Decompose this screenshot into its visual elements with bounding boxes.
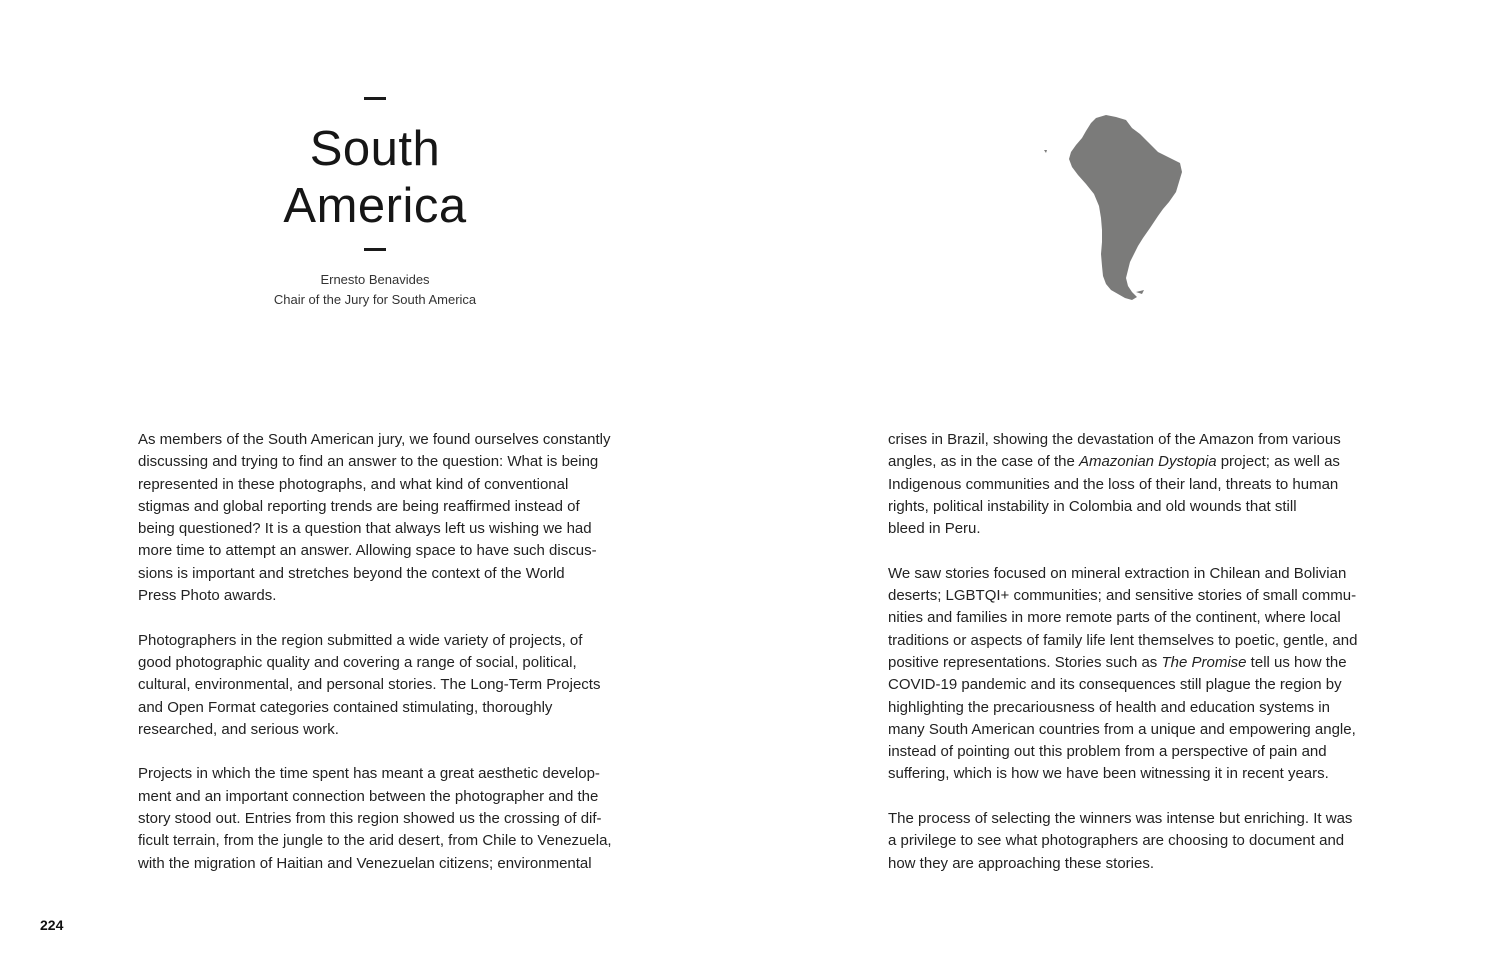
text-line — [888, 451, 1378, 473]
text-line: Projects in which the time spent has meant a great aesthetic develop- — [138, 765, 600, 783]
text-line: Photographers in the region submitted a wide variety of projects, of — [138, 631, 583, 649]
paragraph-6 — [888, 808, 1378, 875]
text-line: story stood out. Entries from this region showed us the crossing of dif- — [138, 810, 602, 828]
body-column-left — [138, 429, 628, 875]
project-title-amazonian-dystopia: Amazonian Dystopia — [1078, 453, 1217, 471]
text-line: discussing and trying to find an answer to the question: What is being — [138, 453, 599, 471]
text-run: project; as well as — [1216, 453, 1340, 471]
page-title — [230, 121, 520, 235]
body-column-right — [888, 429, 1378, 875]
text-line: deserts; LGBTQI+ communities; and sensitive stories of small commu- — [888, 587, 1357, 605]
text-line: a privilege to see what photographers are choosing to document and — [888, 832, 1345, 850]
author-name: Ernesto Benavides — [320, 272, 430, 287]
text-line: nities and families in more remote parts of the continent, where local — [888, 609, 1341, 627]
byline — [230, 270, 520, 309]
text-line: traditions or aspects of family life lent themselves to poetic, gentle, and — [888, 631, 1358, 649]
paragraph-1 — [138, 429, 628, 607]
title-line-2: America — [283, 179, 467, 233]
page-number: 224 — [40, 917, 64, 933]
paragraph-2 — [138, 630, 628, 741]
text-line: ficult terrain, from the jungle to the arid desert, from Chile to Venezuela, — [138, 832, 612, 850]
text-line: more time to attempt an answer. Allowing space to have such discus- — [138, 542, 597, 560]
text-line: represented in these photographs, and what kind of conventional — [138, 475, 569, 493]
text-line: rights, political instability in Colombia and old wounds that still — [888, 497, 1297, 515]
text-line: crises in Brazil, showing the devastation of the Amazon from various — [888, 431, 1341, 448]
text-line: highlighting the precariousness of health and education systems in — [888, 698, 1330, 716]
text-line: instead of pointing out this problem from a perspective of pain and — [888, 743, 1327, 761]
text-line: how they are approaching these stories. — [888, 854, 1154, 872]
text-line: The process of selecting the winners was intense but enriching. It was — [888, 810, 1353, 828]
text-run: tell us how the — [1246, 653, 1347, 671]
paragraph-5 — [888, 563, 1378, 786]
text-line: Indigenous communities and the loss of their land, threats to human — [888, 475, 1339, 493]
text-run: positive representations. Stories such as — [888, 653, 1162, 671]
text-line: Press Photo awards. — [138, 587, 277, 605]
text-line: ment and an important connection between the photographer and the — [138, 787, 599, 805]
text-line: As members of the South American jury, we found ourselves constantly — [138, 431, 611, 448]
text-line: COVID-19 pandemic and its consequences still plague the region by — [888, 676, 1342, 694]
text-line — [888, 652, 1378, 674]
paragraph-3 — [138, 763, 628, 874]
south-america-map-icon — [1036, 112, 1186, 306]
title-line-1: South — [309, 122, 441, 176]
author-role: Chair of the Jury for South America — [273, 291, 477, 307]
text-line: suffering, which is how we have been witnessing it in recent years. — [888, 765, 1329, 783]
project-title-the-promise: The Promise — [1161, 653, 1247, 671]
text-line: good photographic quality and covering a range of social, political, — [138, 653, 577, 671]
text-line: with the migration of Haitian and Venezuelan citizens; environmental — [138, 854, 592, 872]
text-line: being questioned? It is a question that always left us wishing we had — [138, 520, 592, 538]
title-bottom-dash — [364, 248, 386, 251]
text-line: stigmas and global reporting trends are being reaffirmed instead of — [138, 497, 580, 515]
map-shape — [1044, 115, 1182, 300]
paragraph-4 — [888, 429, 1378, 540]
text-line: We saw stories focused on mineral extraction in Chilean and Bolivian — [888, 564, 1347, 582]
text-line: sions is important and stretches beyond the context of the World — [138, 564, 565, 582]
text-line: cultural, environmental, and personal stories. The Long-Term Projects — [138, 676, 601, 694]
text-run: angles, as in the case of the — [888, 453, 1079, 471]
text-line: bleed in Peru. — [888, 520, 981, 538]
title-top-dash — [364, 97, 386, 100]
text-line: many South American countries from a unique and empowering angle, — [888, 720, 1356, 738]
text-line: researched, and serious work. — [138, 720, 339, 738]
text-line: and Open Format categories contained stimulating, thoroughly — [138, 698, 553, 716]
